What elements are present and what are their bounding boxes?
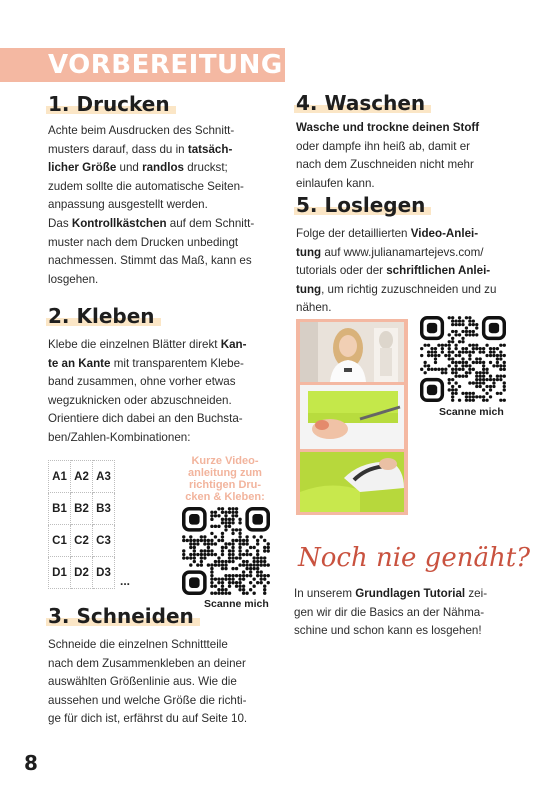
page-number: 8 (24, 751, 38, 775)
photo-presenter (300, 322, 404, 382)
heading-kleben: 2. Kleben (46, 304, 161, 328)
grid-row (49, 493, 115, 525)
grid-cell: B1 (49, 493, 71, 525)
qr-code-video[interactable] (182, 507, 270, 595)
grid-row (49, 525, 115, 557)
grid-cell: D1 (49, 557, 71, 589)
grid-cell: B2 (71, 493, 93, 525)
banner-title: VORBEREITUNG (48, 50, 283, 80)
tutorial-photo-strip (296, 319, 408, 515)
text-drucken-2: Das Kontrollkästchen auf dem Schnitt- muster nach dem Drucken unbedingt nachmessen. Stimmt das Maß, kann es losgehen. (48, 217, 255, 286)
qr-code-tutorial[interactable] (420, 316, 506, 402)
text-tutorial: In unserem Grundlagen Tutorial zei- gen wir dir die Basics an der Nähma- schine und schon kann es losgehen! (294, 587, 488, 637)
handwritten-text: Noch nie genäht? (298, 543, 531, 573)
heading-loslegen: 5. Loslegen (294, 193, 431, 217)
text-waschen: Wasche und trockne deinen Stoff oder dampfe ihn heiß ab, damit er nach dem Zuschneiden nicht mehr einlaufen kann. (296, 121, 480, 190)
sheet-grid (48, 460, 115, 589)
grid-cell: A2 (71, 461, 93, 493)
section-banner (0, 48, 285, 82)
text-loslegen: Folge der detaillierten Video-Anlei- tung auf www.julianamartejevs.com/ tutorials oder der schriftlichen Anlei- tung, um richtig zuzuschneiden und zu nähen. (296, 227, 497, 314)
photo-cutting (300, 385, 404, 449)
handwritten-headline (294, 530, 531, 578)
grid-ellipsis: ... (120, 574, 131, 588)
grid-cell: D2 (71, 557, 93, 589)
grid-cell: A1 (49, 461, 71, 493)
text-drucken-1: Achte beim Ausdrucken des Schnitt- musters darauf, dass du in tatsäch- licher Größe und randlos druckst; zudem sollte die automatische Seiten- anpassung ausgestellt werden. (48, 124, 244, 211)
grid-cell: C3 (93, 525, 115, 557)
grid-cell: D3 (93, 557, 115, 589)
video-note: Kurze Video- anleitung zum richtigen Dru- cken & Kleben: (185, 455, 265, 503)
heading-drucken: 1. Drucken (46, 92, 176, 116)
grid-cell: C1 (49, 525, 71, 557)
text-kleben: Klebe die einzelnen Blätter direkt Kan- te an Kante mit transparentem Klebe- band zusammen, ohne vorher etwas wegzuknicken oder abzuschneiden. Orientiere dich dabei an den Buchsta- ben/Zahlen-Kombinationen: (48, 338, 247, 444)
heading-waschen: 4. Waschen (294, 91, 431, 115)
heading-schneiden: 3. Schneiden (46, 604, 200, 628)
grid-cell: A3 (93, 461, 115, 493)
photo-ironing (300, 452, 404, 512)
grid-row (49, 557, 115, 589)
grid-row (49, 461, 115, 493)
qr-label-tutorial: Scanne mich (439, 406, 504, 418)
qr-label-video: Scanne mich (204, 598, 269, 610)
grid-cell: C2 (71, 525, 93, 557)
text-schneiden: Schneide die einzelnen Schnittteile nach dem Zusammenkleben an deiner auswählten Größenlinie aus. Wie die aussehen und welche Größe die richti- ge für dich ist, erfährst du auf Seite 10. (48, 638, 248, 725)
grid-cell: B3 (93, 493, 115, 525)
